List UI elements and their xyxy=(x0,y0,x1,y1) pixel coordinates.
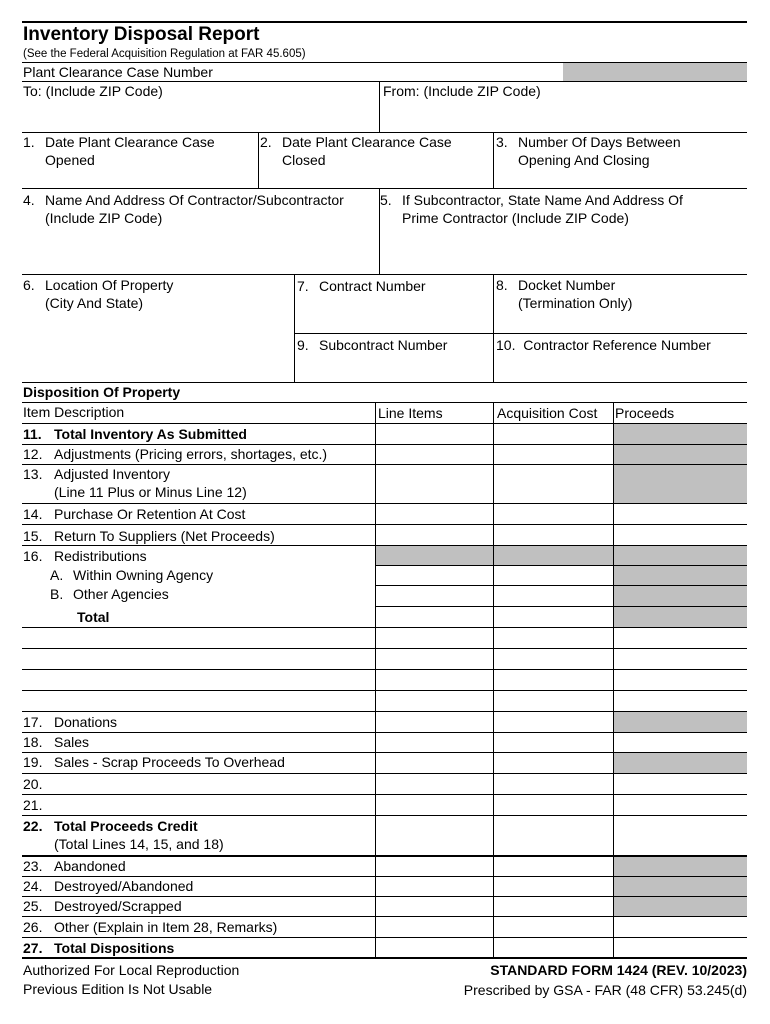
col-proceeds: Proceeds xyxy=(615,405,675,421)
field-3-label: 3. Number Of Days Between Opening And Closing xyxy=(496,134,681,168)
field-7-label: 7. Contract Number xyxy=(297,278,426,294)
proceeds-shade-17 xyxy=(614,712,747,732)
proceeds-shade-16 xyxy=(614,565,747,627)
row-27-label: 27. Total Dispositions xyxy=(23,940,175,956)
field-6-label: 6. Location Of Property (City And State) xyxy=(23,277,174,311)
from-address-field[interactable] xyxy=(381,100,746,130)
row-12-label: 12. Adjustments (Pricing errors, shortages, etc.) xyxy=(23,446,328,462)
row-15-label: 15. Return To Suppliers (Net Proceeds) xyxy=(23,528,275,544)
row-11-label: 11. Total Inventory As Submitted xyxy=(23,426,247,442)
row-16-label: 16. Redistributions xyxy=(23,548,147,564)
case-number-label: Plant Clearance Case Number xyxy=(23,64,213,80)
row-22-label: 22. Total Proceeds Credit (Total Lines 14, 15, and 18) xyxy=(23,818,224,852)
footer-prescribed-by: Prescribed by GSA - FAR (48 CFR) 53.245(d) xyxy=(463,982,747,998)
row-24-label: 24. Destroyed/Abandoned xyxy=(23,878,194,894)
row-25-label: 25. Destroyed/Scrapped xyxy=(23,898,182,914)
row-18-label: 18. Sales xyxy=(23,734,90,750)
row-16-total-label: Total xyxy=(77,609,110,625)
redistributions-shade xyxy=(375,546,747,565)
from-label: From: (Include ZIP Code) xyxy=(383,83,541,99)
form-subtitle: (See the Federal Acquisition Regulation at FAR 45.605) xyxy=(23,48,306,60)
footer-edition-note: Previous Edition Is Not Usable xyxy=(23,981,213,997)
footer-reproduction-note: Authorized For Local Reproduction xyxy=(23,962,240,978)
row-19-label: 19. Sales - Scrap Proceeds To Overhead xyxy=(23,754,285,770)
to-label: To: (Include ZIP Code) xyxy=(23,83,163,99)
field-1-label: 1. Date Plant Clearance Case Opened xyxy=(23,134,215,168)
disposition-section-title: Disposition Of Property xyxy=(23,384,181,400)
field-2-label: 2. Date Plant Clearance Case Closed xyxy=(260,134,452,168)
row-21-label: 21. xyxy=(23,797,43,813)
to-address-field[interactable] xyxy=(22,100,378,130)
row-14-label: 14. Purchase Or Retention At Cost xyxy=(23,506,246,522)
field-5-label: 5. If Subcontractor, State Name And Address Of Prime Contractor (Include ZIP Code) xyxy=(380,192,683,226)
case-number-field[interactable] xyxy=(563,63,747,81)
col-line-items: Line Items xyxy=(378,405,443,421)
field-8-label: 8. Docket Number (Termination Only) xyxy=(496,277,633,311)
row-26-label: 26. Other (Explain in Item 28, Remarks) xyxy=(23,919,278,935)
field-10-label: 10. Contractor Reference Number xyxy=(496,337,711,353)
footer-form-number: STANDARD FORM 1424 (REV. 10/2023) xyxy=(490,962,747,978)
proceeds-shade-23-25 xyxy=(614,856,747,916)
row-20-label: 20. xyxy=(23,776,43,792)
col-acquisition-cost: Acquisition Cost xyxy=(497,405,598,421)
row-17-label: 17. Donations xyxy=(23,714,118,730)
col-item-description: Item Description xyxy=(23,404,125,420)
form-title: Inventory Disposal Report xyxy=(23,24,260,45)
row-16b-label: B. Other Agencies xyxy=(50,586,169,602)
field-4-label: 4. Name And Address Of Contractor/Subcontractor (Include ZIP Code) xyxy=(23,192,344,226)
row-23-label: 23. Abandoned xyxy=(23,858,126,874)
proceeds-shade-19 xyxy=(614,752,747,773)
field-9-label: 9. Subcontract Number xyxy=(297,337,448,353)
row-13-label: 13. Adjusted Inventory (Line 11 Plus or Minus Line 12) xyxy=(23,466,247,500)
row-16a-label: A. Within Owning Agency xyxy=(50,567,214,583)
